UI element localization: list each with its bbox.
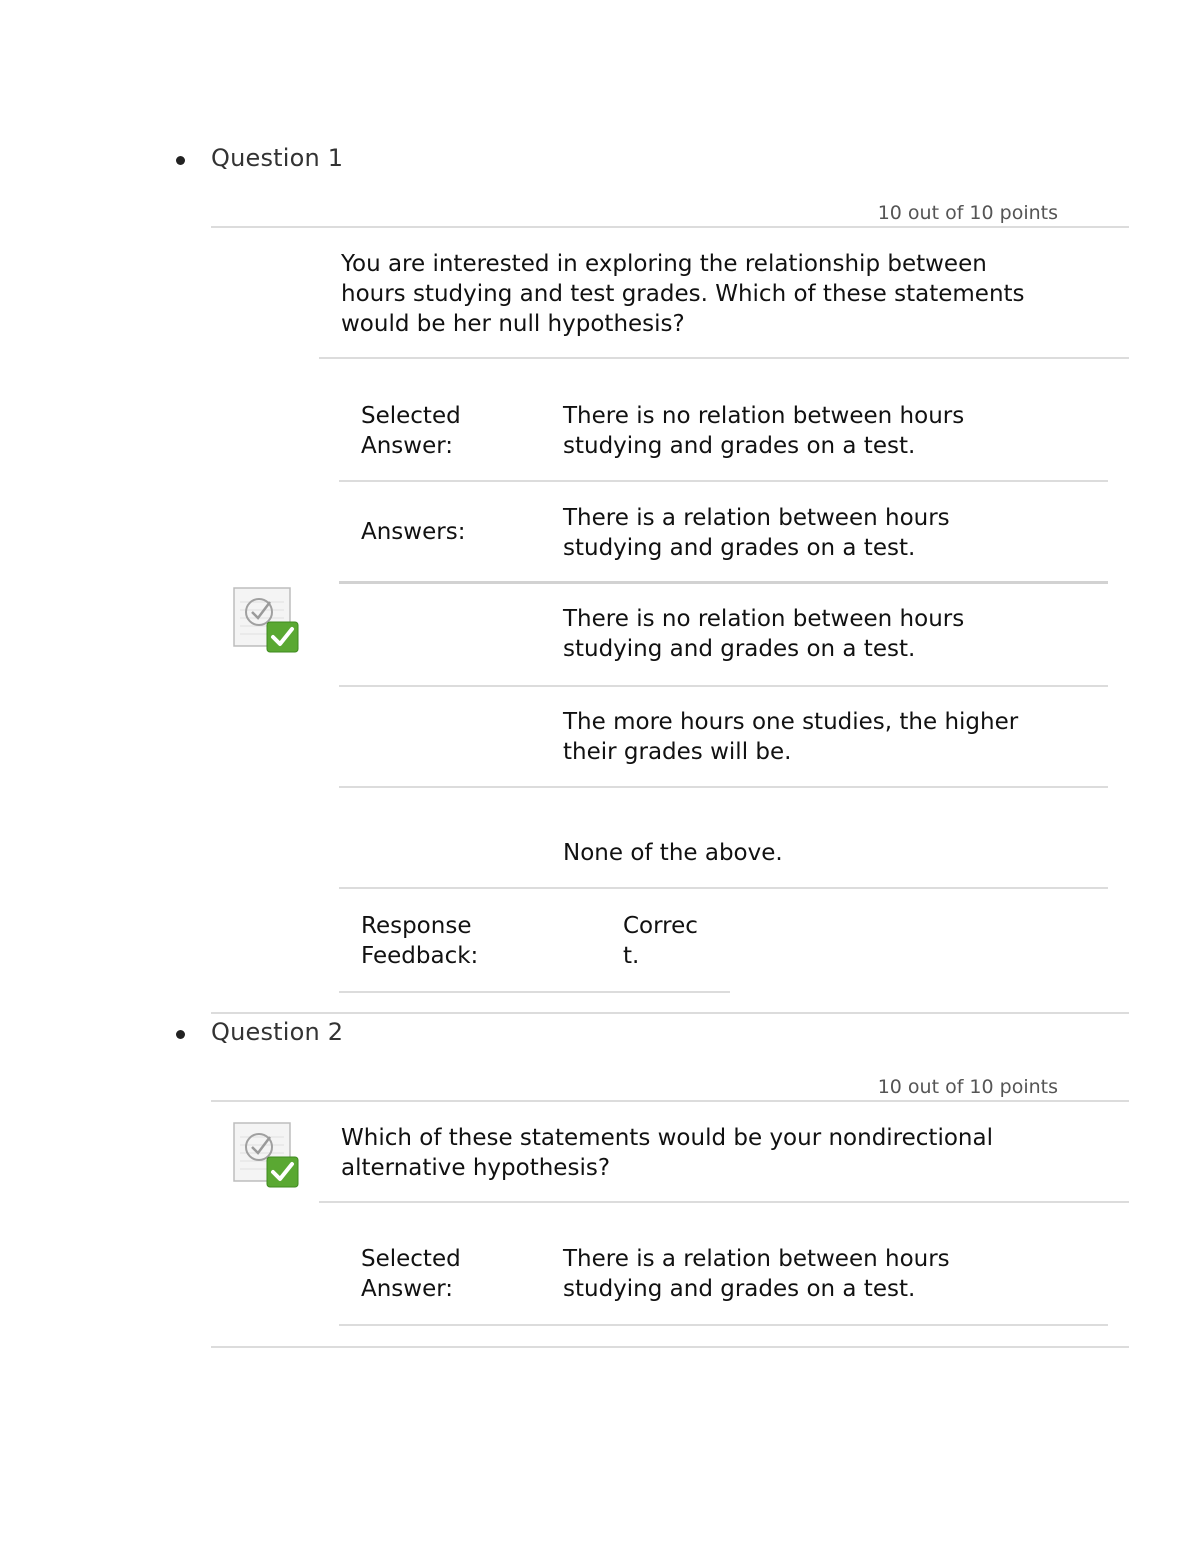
question-1-top-divider — [211, 226, 1129, 228]
question-2-bullet — [176, 1030, 185, 1039]
question-1-selected-answer-label — [361, 401, 461, 461]
answer-option-2-line-1: There is no relation between hours — [563, 606, 965, 632]
selected-answer-divider — [339, 480, 1108, 482]
answer-option-3 — [563, 707, 1018, 767]
question-2-title: Question 2 — [211, 1018, 344, 1046]
question-2-top-divider — [211, 1100, 1129, 1102]
answer-option-2 — [563, 604, 964, 664]
question-2-selected-answer-label — [361, 1244, 461, 1304]
question-1-text-line-3: would be her null hypothesis? — [341, 311, 685, 337]
answer-divider-4 — [339, 887, 1108, 889]
question-2-points: 10 out of 10 points — [877, 1076, 1058, 1098]
selected-label-line-2: Answer: — [361, 1276, 454, 1302]
question-1-feedback-label — [361, 911, 478, 971]
answer-option-4 — [563, 838, 783, 868]
answer-option-3-line-2: their grades will be. — [563, 739, 792, 765]
selected-answer-line-1: There is no relation between hours — [563, 403, 965, 429]
feedback-label-line-2: Feedback: — [361, 943, 479, 969]
question-2-text-line-1: Which of these statements would be your nondirectional — [341, 1125, 993, 1151]
selected-answer-line-1: There is a relation between hours — [563, 1246, 950, 1272]
question-1-text — [341, 249, 1131, 339]
feedback-line-2: t. — [623, 943, 640, 969]
correct-check-icon — [232, 586, 300, 654]
question-2-text-divider — [319, 1201, 1129, 1203]
question-1-text-divider — [319, 357, 1129, 359]
question-1-selected-answer — [563, 401, 964, 461]
selected-label-line-1: Selected — [361, 1246, 461, 1272]
question-2-bottom-divider — [211, 1346, 1129, 1348]
selected-answer-line-2: studying and grades on a test. — [563, 1276, 916, 1302]
answer-option-3-line-1: The more hours one studies, the higher — [563, 709, 1019, 735]
question-1-text-line-1: You are interested in exploring the relationship between — [341, 251, 987, 277]
answer-divider-3 — [339, 786, 1108, 788]
answer-option-1-line-2: studying and grades on a test. — [563, 535, 916, 561]
question-1-answers-label: Answers: — [361, 519, 466, 545]
question-2-text — [341, 1123, 1131, 1183]
answer-divider-1 — [339, 581, 1108, 584]
selected-label-line-1: Selected — [361, 403, 461, 429]
selected-label-line-2: Answer: — [361, 433, 454, 459]
question-1-bullet — [176, 156, 185, 165]
answer-divider-2 — [339, 685, 1108, 687]
question-1-text-line-2: hours studying and test grades. Which of these statements — [341, 281, 1025, 307]
selected-answer-line-2: studying and grades on a test. — [563, 433, 916, 459]
question-2-selected-divider — [339, 1324, 1108, 1326]
answer-option-2-line-2: studying and grades on a test. — [563, 636, 916, 662]
question-2-text-line-2: alternative hypothesis? — [341, 1155, 611, 1181]
answer-option-1-line-1: There is a relation between hours — [563, 505, 950, 531]
answer-option-1 — [563, 503, 950, 563]
answer-option-4-line-1: None of the above. — [563, 840, 783, 866]
feedback-divider — [339, 991, 730, 993]
question-1-points: 10 out of 10 points — [877, 202, 1058, 224]
question-2-selected-answer — [563, 1244, 950, 1304]
feedback-label-line-1: Response — [361, 913, 472, 939]
question-1-title: Question 1 — [211, 144, 344, 172]
question-1-feedback — [623, 911, 698, 971]
question-1-bottom-divider — [211, 1012, 1129, 1014]
correct-check-icon — [232, 1121, 300, 1189]
feedback-line-1: Correc — [623, 913, 698, 939]
